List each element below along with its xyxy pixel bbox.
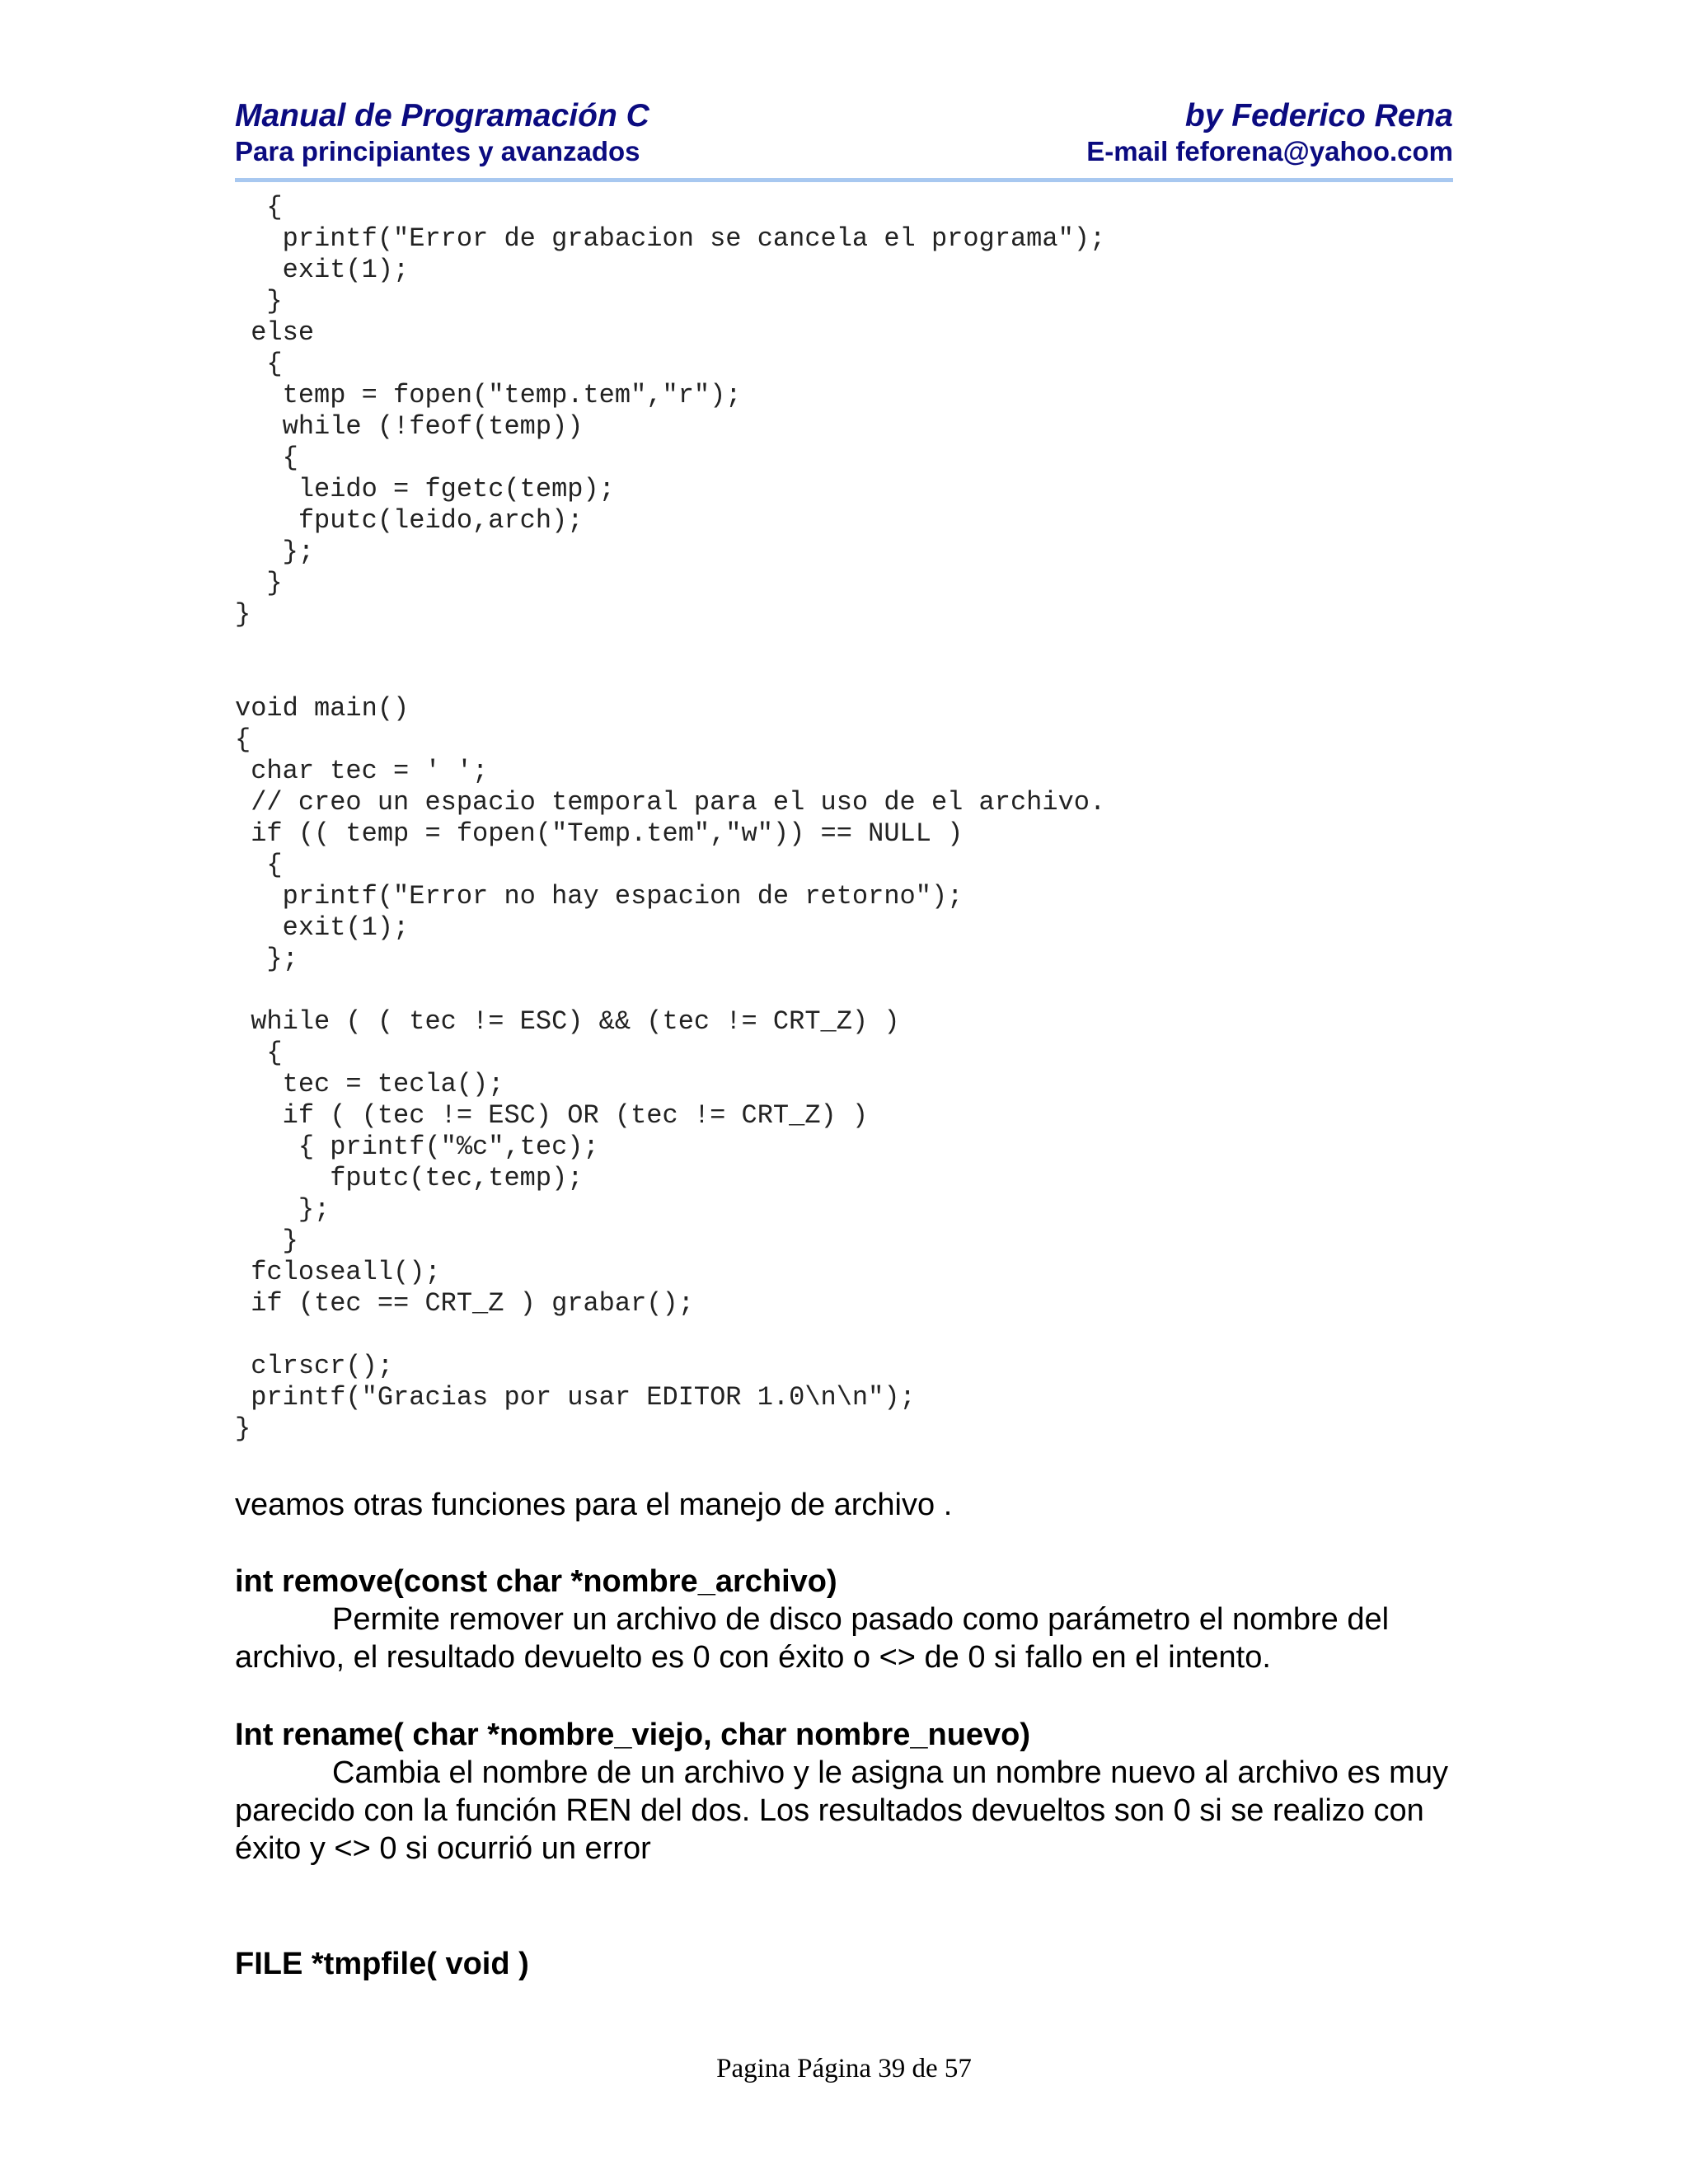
function-description: Cambia el nombre de un archivo y le asigna un nombre nuevo al archivo es muy parecido con la función REN del dos. Los resultados devueltos son 0 si se realizo con éxito y <> 0 si ocurrió un error xyxy=(235,1755,1448,1866)
function-description: Permite remover un archivo de disco pasado como parámetro el nombre del archivo, el resultado devuelto es 0 con éxito o <> de 0 si fallo en el intento. xyxy=(235,1602,1390,1675)
header-divider xyxy=(235,178,1453,182)
manual-subtitle: Para principiantes y avanzados xyxy=(235,136,640,166)
intro-paragraph: veamos otras funciones para el manejo de archivo . xyxy=(235,1488,953,1522)
author-email: E-mail feforena@yahoo.com xyxy=(1086,136,1453,166)
function-signature: int remove(const char *nombre_archivo) xyxy=(235,1564,837,1599)
function-tmpfile xyxy=(235,1945,1453,1983)
page-header xyxy=(235,97,1453,180)
manual-title: Manual de Programación C xyxy=(235,98,649,134)
function-rename xyxy=(235,1716,1453,1868)
function-signature: FILE *tmpfile( void ) xyxy=(235,1947,529,1981)
function-signature: Int rename( char *nombre_viejo, char nombre_nuevo) xyxy=(235,1718,1031,1752)
code-listing: { printf("Error de grabacion se cancela el programa"); exit(1); } else { temp = fopen("temp.tem","r"); while (!feof(temp)) { leido = fgetc(temp); fputc(leido,arch); }; } } void main() { char tec = ' '; // creo un espacio temporal para el uso de el archivo. if (( temp = fopen("Temp.tem","w")) == NULL ) { printf("Error no hay espacion de retorno"); exit(1); }; while ( ( tec != ESC) && (tec != CRT_Z) ) { tec = tecla(); if ( (tec != ESC) OR (tec != CRT_Z) ) { printf("%c",tec); fputc(tec,temp); }; } fcloseall(); if (tec == CRT_Z ) grabar(); clrscr(); printf("Gracias por usar EDITOR 1.0\n\n"); } xyxy=(235,192,1106,1444)
page-footer: Pagina Página 39 de 57 xyxy=(716,2054,972,2083)
function-remove xyxy=(235,1563,1453,1676)
author-name: by Federico Rena xyxy=(1184,98,1453,134)
